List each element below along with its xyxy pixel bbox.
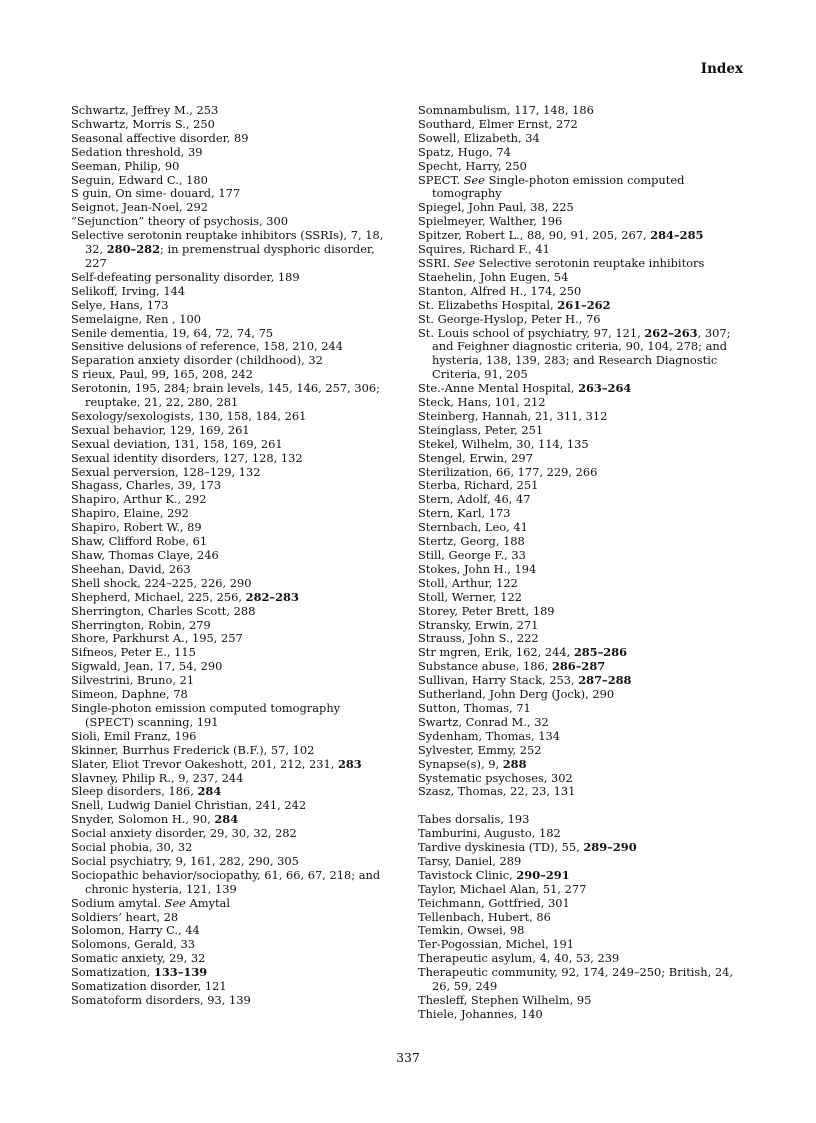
index-entry xyxy=(71,327,391,341)
index-entry xyxy=(71,271,391,285)
entry-text: Slater, Eliot Trevor Oakeshott, 201, 212, 231, xyxy=(71,756,338,771)
entry-text: Stokes, John H., 194 xyxy=(418,561,537,576)
entry-text: Szasz, Thomas, 22, 23, 131 xyxy=(418,784,576,799)
entry-text: Sigwald, Jean, 17, 54, 290 xyxy=(71,659,223,674)
entry-text: Soldiers’ heart, 28 xyxy=(71,909,179,924)
entry-text: Sowell, Elizabeth, 34 xyxy=(418,130,540,145)
index-entry xyxy=(418,702,748,716)
entry-text: Seguin, Edward C., 180 xyxy=(71,172,208,187)
index-entry xyxy=(418,813,748,827)
index-entry xyxy=(71,285,391,299)
bold-page-ref: 282–283 xyxy=(245,589,299,604)
index-entry xyxy=(71,452,391,466)
index-entry xyxy=(71,827,391,841)
entry-text: Sterba, Richard, 251 xyxy=(418,478,539,493)
entry-text: Sherrington, Robin, 279 xyxy=(71,617,211,632)
index-entry xyxy=(71,744,391,758)
entry-text: Spielmeyer, Walther, 196 xyxy=(418,214,563,229)
entry-text: Squires, Richard F., 41 xyxy=(418,242,550,257)
index-entry xyxy=(418,994,748,1008)
bold-page-ref: 284 xyxy=(197,784,222,799)
index-entry xyxy=(71,340,391,354)
bold-page-ref: 288 xyxy=(502,756,527,771)
entry-text: ; in premenstrual dysphoric disorder, 227 xyxy=(85,242,375,270)
index-entry xyxy=(418,952,748,966)
entry-text: Seignot, Jean-Noel, 292 xyxy=(71,200,208,215)
bold-page-ref: 289–290 xyxy=(583,840,637,855)
index-entry xyxy=(418,730,748,744)
index-entry xyxy=(71,563,391,577)
index-entry xyxy=(71,994,391,1008)
index-entry xyxy=(418,785,748,799)
entry-text: Sleep disorders, 186, xyxy=(71,784,198,799)
entry-text: Teichmann, Gottfried, 301 xyxy=(418,895,570,910)
entry-text: Silvestrini, Bruno, 21 xyxy=(71,673,195,688)
entry-text: Spiegel, John Paul, 38, 225 xyxy=(418,200,574,215)
index-entry xyxy=(418,911,748,925)
entry-text: Sylvester, Emmy, 252 xyxy=(418,742,542,757)
entry-text: St. George-Hyslop, Peter H., 76 xyxy=(418,311,601,326)
see-reference: See xyxy=(463,172,485,187)
entry-text: Sutton, Thomas, 71 xyxy=(418,700,531,715)
page-number: 337 xyxy=(396,1050,420,1065)
index-entry xyxy=(71,368,391,382)
entry-text: St. Louis school of psychiatry, 97, 121, xyxy=(418,325,645,340)
index-entry xyxy=(71,702,391,730)
index-entry xyxy=(71,966,391,980)
entry-text: Skinner, Burrhus Frederick (B.F.), 57, 102 xyxy=(71,742,315,757)
entry-text: Somatoform disorders, 93, 139 xyxy=(71,993,251,1007)
entry-text: Sodium amytal. xyxy=(71,895,165,910)
index-entry xyxy=(71,354,391,368)
index-column-left xyxy=(71,104,391,1008)
running-header: Index xyxy=(700,61,743,77)
index-entry xyxy=(71,299,391,313)
index-entry xyxy=(71,118,391,132)
entry-text: Somnambulism, 117, 148, 186 xyxy=(418,103,594,117)
index-entry xyxy=(418,146,748,160)
entry-text: Therapeutic asylum, 4, 40, 53, 239 xyxy=(418,951,620,966)
index-entry xyxy=(71,785,391,799)
index-entry xyxy=(418,744,748,758)
index-entry xyxy=(418,507,748,521)
entry-text: Solomons, Gerald, 33 xyxy=(71,937,195,952)
entry-text: Tardive dyskinesia (TD), 55, xyxy=(418,840,584,855)
index-entry xyxy=(418,493,748,507)
index-entry xyxy=(418,646,748,660)
index-entry xyxy=(71,535,391,549)
entry-text: Shepherd, Michael, 225, 256, xyxy=(71,589,246,604)
entry-text: Steinglass, Peter, 251 xyxy=(418,422,544,437)
index-entry xyxy=(71,632,391,646)
index-entry xyxy=(71,104,391,118)
index-entry xyxy=(71,758,391,772)
index-entry xyxy=(418,772,748,786)
index-entry xyxy=(71,869,391,897)
entry-text: Social psychiatry, 9, 161, 282, 290, 305 xyxy=(71,853,299,868)
entry-text: Sutherland, John Derg (Jock), 290 xyxy=(418,687,615,702)
index-entry xyxy=(418,521,748,535)
entry-text: Sherrington, Charles Scott, 288 xyxy=(71,603,256,618)
index-entry xyxy=(71,201,391,215)
entry-text: Taylor, Michael Alan, 51, 277 xyxy=(418,881,587,896)
index-entry xyxy=(71,229,391,271)
entry-text: Selye, Hans, 173 xyxy=(71,297,169,312)
index-entry xyxy=(71,466,391,480)
index-entry xyxy=(418,716,748,730)
entry-text: Schwartz, Morris S., 250 xyxy=(71,116,215,131)
index-entry xyxy=(71,215,391,229)
entry-text: Sedation threshold, 39 xyxy=(71,144,203,159)
index-entry xyxy=(418,410,748,424)
entry-text: Semelaigne, Ren , 100 xyxy=(71,311,202,326)
index-entry xyxy=(418,479,748,493)
entry-text: Synapse(s), 9, xyxy=(418,756,503,771)
entry-text: SPECT. xyxy=(418,172,464,187)
entry-text: Sioli, Emil Franz, 196 xyxy=(71,728,197,743)
bold-page-ref: 284–285 xyxy=(650,228,704,243)
entry-text: Sexology/sexologists, 130, 158, 184, 261 xyxy=(71,408,307,423)
bold-page-ref: 290–291 xyxy=(516,867,570,882)
entry-text: Stengel, Erwin, 297 xyxy=(418,450,533,465)
entry-text: Stanton, Alfred H., 174, 250 xyxy=(418,283,582,298)
index-entry xyxy=(71,897,391,911)
entry-text: Stoll, Werner, 122 xyxy=(418,589,522,604)
index-entry xyxy=(71,924,391,938)
entry-text: Shaw, Clifford Robe, 61 xyxy=(71,534,208,549)
index-entry xyxy=(418,132,748,146)
index-entry xyxy=(71,160,391,174)
index-entry xyxy=(418,1008,748,1022)
see-reference: See xyxy=(453,255,476,270)
index-entry xyxy=(418,563,748,577)
entry-text: Storey, Peter Brett, 189 xyxy=(418,603,555,618)
entry-text: Spatz, Hugo, 74 xyxy=(418,144,511,159)
entry-text: Substance abuse, 186, xyxy=(418,659,552,674)
index-entry xyxy=(418,938,748,952)
index-entry xyxy=(418,313,748,327)
bold-page-ref: 285–286 xyxy=(573,645,628,660)
entry-text: Simeon, Daphne, 78 xyxy=(71,687,188,702)
entry-text: Spitzer, Robert L., 88, 90, 91, 205, 267, xyxy=(418,228,651,243)
index-entry xyxy=(71,688,391,702)
entry-text: Tarsy, Daniel, 289 xyxy=(418,853,522,868)
index-entry xyxy=(418,605,748,619)
index-entry xyxy=(418,591,748,605)
entry-text: Str mgren, Erik, 162, 244, xyxy=(418,645,574,660)
bold-page-ref: 283 xyxy=(337,756,362,771)
entry-text: Sydenham, Thomas, 134 xyxy=(418,728,560,743)
entry-text: , 307; and Feighner diagnostic criteria, 90, 104, 278; and hysteria, 138, 139, 283; and Research Diagnostic Criteria, 91, 205 xyxy=(432,325,731,382)
entry-text: Self-defeating personality disorder, 189 xyxy=(71,269,300,284)
entry-text: Single-photon emission computed tomography xyxy=(432,172,685,201)
index-entry xyxy=(418,229,748,243)
index-entry xyxy=(71,424,391,438)
index-entry xyxy=(71,841,391,855)
bold-page-ref: 262–263 xyxy=(644,325,698,340)
index-entry xyxy=(71,382,391,410)
entry-text: Solomon, Harry C., 44 xyxy=(71,923,200,938)
entry-text: Sexual perversion, 128–129, 132 xyxy=(71,464,261,479)
index-entry xyxy=(418,243,748,257)
bold-page-ref: 263–264 xyxy=(578,381,632,396)
entry-text: “Sejunction” theory of psychosis, 300 xyxy=(71,214,288,229)
index-entry xyxy=(71,813,391,827)
entry-text: Shaw, Thomas Claye, 246 xyxy=(71,548,219,562)
entry-text: Stern, Karl, 173 xyxy=(418,506,511,521)
entry-text: Sexual deviation, 131, 158, 169, 261 xyxy=(71,436,283,451)
index-entry xyxy=(418,966,748,994)
entry-text: Shagass, Charles, 39, 173 xyxy=(71,478,222,493)
entry-text: Shore, Parkhurst A., 195, 257 xyxy=(71,631,243,646)
entry-text: Specht, Harry, 250 xyxy=(418,158,527,173)
index-entry xyxy=(418,104,748,118)
entry-text: Thiele, Johannes, 140 xyxy=(418,1006,543,1021)
index-entry xyxy=(418,535,748,549)
bold-page-ref: 261–262 xyxy=(557,297,611,312)
entry-text: Swartz, Conrad M., 32 xyxy=(418,714,549,729)
index-entry xyxy=(71,493,391,507)
entry-text: Selective serotonin reuptake inhibitors (SSRIs), 7, 18, 32, xyxy=(71,228,384,257)
index-entry xyxy=(418,466,748,480)
entry-text: Senile dementia, 19, 64, 72, 74, 75 xyxy=(71,325,274,340)
entry-text: Tellenbach, Hubert, 86 xyxy=(418,909,551,924)
index-entry xyxy=(71,619,391,633)
entry-text: Stransky, Erwin, 271 xyxy=(418,617,539,632)
index-entry xyxy=(71,521,391,535)
index-entry xyxy=(71,980,391,994)
index-entry xyxy=(71,855,391,869)
entry-text: SSRI. xyxy=(418,255,454,270)
index-entry xyxy=(418,688,748,702)
index-entry xyxy=(71,132,391,146)
entry-text: Stekel, Wilhelm, 30, 114, 135 xyxy=(418,436,589,451)
entry-text: Slavney, Philip R., 9, 237, 244 xyxy=(71,770,244,785)
entry-text: S guin, On sime- douard, 177 xyxy=(71,186,241,201)
section-break xyxy=(418,799,748,813)
index-entry xyxy=(418,660,748,674)
entry-text: Temkin, Owsei, 98 xyxy=(418,923,525,938)
entry-text: Snyder, Solomon H., 90, xyxy=(71,812,215,827)
index-entry xyxy=(418,883,748,897)
index-entry xyxy=(418,758,748,772)
entry-text: Stern, Adolf, 46, 47 xyxy=(418,492,531,507)
entry-text: Ter-Pogossian, Michel, 191 xyxy=(418,937,575,952)
entry-text: Stertz, Georg, 188 xyxy=(418,534,525,549)
bold-page-ref: 284 xyxy=(214,812,239,827)
entry-text: Shell shock, 224–225, 226, 290 xyxy=(71,575,252,590)
entry-text: Sheehan, David, 263 xyxy=(71,561,191,576)
index-entry xyxy=(418,577,748,591)
entry-text: Social phobia, 30, 32 xyxy=(71,840,193,855)
entry-text: Sternbach, Leo, 41 xyxy=(418,520,528,535)
entry-text: Seeman, Philip, 90 xyxy=(71,158,180,173)
index-entry xyxy=(71,646,391,660)
index-entry xyxy=(418,632,748,646)
entry-text: Tavistock Clinic, xyxy=(418,867,517,882)
entry-text: Thesleff, Stephen Wilhelm, 95 xyxy=(418,992,592,1007)
index-entry xyxy=(71,577,391,591)
entry-text: Separation anxiety disorder (childhood), 32 xyxy=(71,353,323,368)
bold-page-ref: 280–282 xyxy=(106,242,160,257)
entry-text: St. Elizabeths Hospital, xyxy=(418,297,558,312)
index-entry xyxy=(418,424,748,438)
index-entry xyxy=(71,660,391,674)
entry-text: Ste.-Anne Mental Hospital, xyxy=(418,381,579,396)
index-entry xyxy=(71,772,391,786)
index-entry xyxy=(418,897,748,911)
entry-text: Social anxiety disorder, 29, 30, 32, 282 xyxy=(71,826,297,841)
index-entry xyxy=(71,799,391,813)
index-entry xyxy=(71,549,391,563)
entry-text: Selective serotonin reuptake inhibitors xyxy=(475,255,705,270)
entry-text: Somatization, xyxy=(71,965,154,980)
entry-text: Single-photon emission computed tomography (SPECT) scanning, 191 xyxy=(71,700,341,729)
entry-text: Shapiro, Arthur K., 292 xyxy=(71,492,207,507)
index-entry xyxy=(418,382,748,396)
index-entry xyxy=(418,201,748,215)
entry-text: Systematic psychoses, 302 xyxy=(418,770,573,785)
entry-text: Somatic anxiety, 29, 32 xyxy=(71,951,206,966)
index-entry xyxy=(71,479,391,493)
entry-text: Staehelin, John Eugen, 54 xyxy=(418,269,569,284)
entry-text: Seasonal affective disorder, 89 xyxy=(71,130,249,145)
index-entry xyxy=(71,187,391,201)
entry-text: Strauss, John S., 222 xyxy=(418,631,539,646)
see-reference: See xyxy=(164,895,186,910)
index-column-right xyxy=(418,104,748,1022)
entry-text: Serotonin, 195, 284; brain levels, 145, 146, 257, 306; reuptake, 21, 22, 280, 281 xyxy=(71,381,380,410)
bold-page-ref: 286–287 xyxy=(551,659,606,674)
entry-text: Shapiro, Elaine, 292 xyxy=(71,506,189,521)
index-entry xyxy=(71,174,391,188)
entry-text: Steck, Hans, 101, 212 xyxy=(418,395,546,410)
index-entry xyxy=(418,619,748,633)
entry-text: Schwartz, Jeffrey M., 253 xyxy=(71,103,219,117)
entry-text: Sexual identity disorders, 127, 128, 132 xyxy=(71,450,303,465)
index-entry xyxy=(418,438,748,452)
index-entry xyxy=(418,160,748,174)
entry-text: Sullivan, Harry Stack, 253, xyxy=(418,673,579,688)
index-entry xyxy=(71,313,391,327)
entry-text: Stoll, Arthur, 122 xyxy=(418,575,518,590)
entry-text: Tamburini, Augusto, 182 xyxy=(418,826,561,841)
index-entry xyxy=(418,174,748,202)
index-entry xyxy=(418,271,748,285)
index-entry xyxy=(71,674,391,688)
index-entry xyxy=(418,285,748,299)
entry-text: Therapeutic community, 92, 174, 249–250; British, 24, 26, 59, 249 xyxy=(418,965,733,994)
entry-text: Sifneos, Peter E., 115 xyxy=(71,645,196,660)
entry-text: Sterilization, 66, 177, 229, 266 xyxy=(418,464,598,479)
bold-page-ref: 287–288 xyxy=(578,673,632,688)
index-entry xyxy=(418,841,748,855)
entry-text: Still, George F., 33 xyxy=(418,548,526,562)
entry-text: Sociopathic behavior/sociopathy, 61, 66, 67, 218; and chronic hysteria, 121, 139 xyxy=(71,867,381,896)
entry-text: Somatization disorder, 121 xyxy=(71,979,227,994)
index-entry xyxy=(418,299,748,313)
entry-text: Sensitive delusions of reference, 158, 210, 244 xyxy=(71,339,343,354)
index-entry xyxy=(71,730,391,744)
entry-text: Sexual behavior, 129, 169, 261 xyxy=(71,422,250,437)
entry-text: Tabes dorsalis, 193 xyxy=(418,812,530,827)
entry-text: Selikoff, Irving, 144 xyxy=(71,283,186,298)
index-entry xyxy=(418,924,748,938)
index-entry xyxy=(418,674,748,688)
index-entry xyxy=(418,327,748,383)
entry-text: Steinberg, Hannah, 21, 311, 312 xyxy=(418,408,608,423)
index-entry xyxy=(418,869,748,883)
index-entry xyxy=(71,507,391,521)
index-entry xyxy=(418,855,748,869)
index-entry xyxy=(418,257,748,271)
index-entry xyxy=(418,452,748,466)
index-entry xyxy=(71,938,391,952)
entry-text: Amytal xyxy=(185,895,231,910)
bold-page-ref: 133–139 xyxy=(153,965,208,980)
index-entry xyxy=(71,605,391,619)
entry-text: Shapiro, Robert W., 89 xyxy=(71,520,202,535)
index-entry xyxy=(418,215,748,229)
index-entry xyxy=(71,911,391,925)
index-entry xyxy=(418,827,748,841)
entry-text: Southard, Elmer Ernst, 272 xyxy=(418,116,578,131)
index-entry xyxy=(418,118,748,132)
index-entry xyxy=(71,591,391,605)
index-entry xyxy=(418,549,748,563)
index-entry xyxy=(71,146,391,160)
index-entry xyxy=(71,410,391,424)
index-entry xyxy=(418,396,748,410)
index-entry xyxy=(71,438,391,452)
index-entry xyxy=(71,952,391,966)
entry-text: S rieux, Paul, 99, 165, 208, 242 xyxy=(71,367,253,382)
entry-text: Snell, Ludwig Daniel Christian, 241, 242 xyxy=(71,798,307,813)
